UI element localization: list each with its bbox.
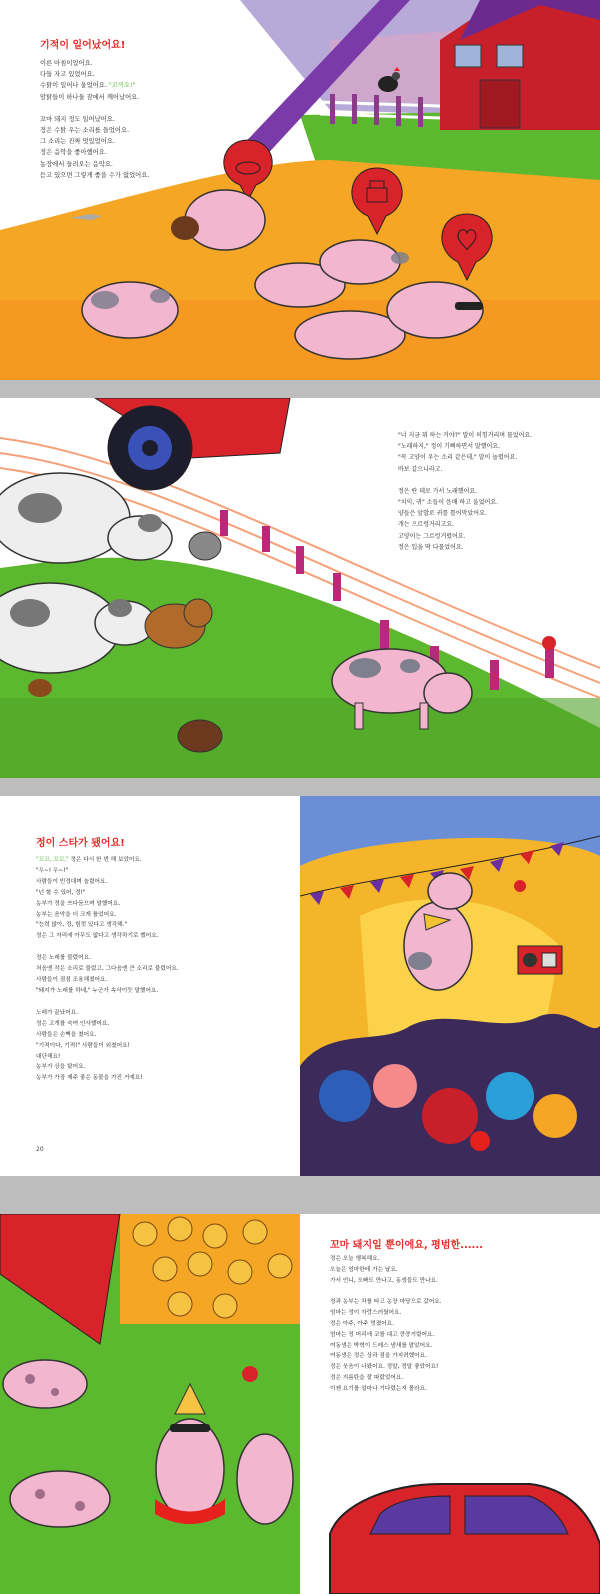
page-spread-2 (0, 398, 600, 778)
text-line: 암탉들이 하나둘 잠에서 깨어났어요. (40, 93, 140, 101)
text-line: 농부가 상을 탔어요. (36, 1064, 86, 1071)
bird (542, 636, 556, 650)
page-number: 20 (36, 1146, 44, 1153)
red-car-illustration (300, 1214, 600, 1594)
text-line: 농부가 가장 재주 좋은 동물을 가진 거예요! (36, 1075, 143, 1082)
pig (237, 1434, 293, 1524)
text-line: 다들 자고 있었어요. (40, 71, 95, 79)
text-line: 처음엔 작은 소리로 불렀고, 그다음엔 큰 소리로 불렀어요. (36, 966, 179, 973)
text-line: 농장에서 들려오는 음악요. (40, 160, 113, 168)
text-line: 정은 아주, 아주 멋졌어요. (330, 1320, 394, 1327)
pig-jeong (156, 1419, 224, 1519)
text-line: 듣고 있으면 그렇게 좋을 수가 없었어요. (40, 171, 150, 179)
text-line: 정과 농부는 차를 타고 농장 마당으로 갔어요. (330, 1299, 442, 1306)
story-text (398, 430, 532, 553)
text-line: 엄마는 정 머리에 코를 대고 킁킁거렸어요. (330, 1331, 435, 1338)
text-line: 이젠 요기를 얼마나 기다렸는지 몰라요. (330, 1385, 427, 1392)
text-line: 정은 오늘 행복해요. (330, 1256, 380, 1262)
text-line: 꼬마 돼지 정도 일어났어요. (40, 115, 115, 123)
text-line: 고양이는 그르렁거렸어요. (398, 532, 466, 540)
page-spread-4 (0, 1214, 600, 1594)
bird (242, 1366, 258, 1382)
red-car (330, 1484, 600, 1594)
text-line: 농부가 정을 쓰다듬으며 말했어요. (36, 900, 121, 907)
family-reunion-illustration (0, 1214, 300, 1594)
text-line: "능력 많아, 정, 힘껏 있다고 생각해." (36, 922, 128, 929)
hen (171, 216, 199, 240)
story-text: "꼬꼬, 꼬꼬," 정은 다시 한 번 해 보았어요. "우~! 우~!" 사람들이 빈정대며 놀렸어요. "넌 할 수 있어, 정!" 농부가 정을 쓰다듬으며 말했어요. 농부는 음악을 더 크게 틀었어요. "능력 많아, 정, 힘껏 있다고 생각해." 정은 그 자리에 아무도 없다고 생각하기로 했어요. 정은 노래를 불렀어요. 처음엔 작은 소리로 불렀고, 그다음엔 큰 소리로 불렀어요. 사람들이 점점 조용해졌어요. "돼지가 노래를 하네," 누군가 속삭이듯 말했어요. 노래가 끝났어요. 정은 고개를 숙여 인사했어요. 사람들은 손뼉을 쳤어요. "기적이다, 기적!" 사람들이 외쳤어요! 대단해요! 농부가 상을 탔어요. 농부가 가장 재주 좋은 동물을 가진 거예요! (36, 855, 179, 1084)
text-line: 오늘은 엄마한테 가는 날요. (330, 1266, 398, 1273)
page-title: 꼬마 돼지일 뿐이에요, 평범한...... (330, 1240, 483, 1251)
text-line: 이른 아침이었어요. (40, 60, 93, 67)
text-line: 정은 노래를 불렀어요. (36, 955, 91, 962)
hen (28, 679, 52, 697)
text-line: 노래가 끝났어요. (36, 1009, 79, 1016)
stage-illustration (300, 796, 600, 1176)
text-line: "돼지가 노래를 하네," 누군가 속삭이듯 말했어요. (36, 987, 159, 994)
text-line: 정은 지름탄을 잘 따랐었어요. (330, 1374, 404, 1381)
text-line: "노래하지," 정이 기뻐하면서 말했어요. (398, 443, 500, 451)
text-line: 사람들이 점점 조용해졌어요. (36, 977, 108, 984)
text-line: 양들은 앞발로 귀를 틀어막았어요. (398, 510, 487, 518)
highlight-text: "꼬끼오!" (108, 82, 136, 90)
highlight-text: "꼬꼬, 꼬꼬," (36, 857, 69, 863)
page-title: 정이 스타가 됐어요! (36, 838, 125, 849)
page-title: 기적이 일어났어요! (40, 40, 126, 51)
text-line: 그 소리는 진짜 멋있었어요. (40, 138, 115, 146)
text-line: 정은 고개를 숙여 인사했어요. (36, 1020, 110, 1027)
page-spread-3 (0, 796, 600, 1176)
pig (10, 1471, 110, 1527)
text-line: 정은 웃음이 나왔어요. 정말, 정말 좋았어요! (330, 1364, 439, 1371)
text-line: "치익, 귀" 소들이 음매 하고 울었어요. (398, 499, 499, 507)
text-line: 정은 음악을 좋아했어요. (40, 149, 107, 157)
text-line: 농부는 음악을 더 크게 틀었어요. (36, 911, 117, 918)
text-line: 대단해요! (36, 1053, 61, 1060)
hen (178, 720, 222, 752)
text-line: 여동생은 정은 상과 점을 가지려했어요. (330, 1353, 427, 1360)
text-line: 가서 언니, 오빠도 만나고, 동생들도 만나요. (330, 1277, 438, 1284)
text-line: "기적이다, 기적!" 사람들이 외쳤어요! (36, 1042, 130, 1049)
text-line: 정은 딴 데로 가서 노래했어요. (398, 487, 478, 495)
sunglasses (170, 1424, 210, 1432)
farmyard-illustration (0, 0, 600, 380)
radio (518, 946, 562, 974)
bird (514, 880, 526, 892)
text-line: 정은 수탉 우는 소리를 들었어요. (40, 127, 130, 135)
text-line: 사람들이 빈정대며 놀렸어요. (36, 878, 108, 885)
text-line: 엄마는 정이 자랑스러웠어요. (330, 1310, 402, 1317)
pig (3, 1360, 87, 1408)
text-line: "우~! 우~!" (36, 867, 69, 874)
red-tractor (95, 398, 290, 490)
text-line: 사람들은 손뼉을 쳤어요. (36, 1031, 97, 1038)
text-line: 개는 으르렁거리고요. (398, 521, 454, 529)
page-spread-1 (0, 0, 600, 380)
sunglasses (455, 302, 483, 310)
text-line: "꼭 고양이 우는 소리 같은데," 말이 놀렸어요. (398, 454, 518, 462)
text-line: "넌 할 수 있어, 정!" (36, 889, 86, 896)
text-line: 정은 입을 딱 다물었어요. (398, 543, 464, 551)
hen (189, 532, 221, 560)
pig (320, 240, 400, 284)
text-line: 수탉이 일어나 울었어요. (40, 82, 109, 90)
text-line: 정은 그 자리에 아무도 없다고 생각하기로 했어요. (36, 933, 159, 940)
pig (185, 190, 265, 250)
text-line: "너 지금 뭐 하는 거야?" 말이 히힝거리며 물었어요. (398, 432, 533, 439)
text-line: 바보 같으니라고. (398, 465, 443, 473)
text-line: 여동생은 박혁이 드레스 냄새를 맡았어요. (330, 1342, 433, 1349)
